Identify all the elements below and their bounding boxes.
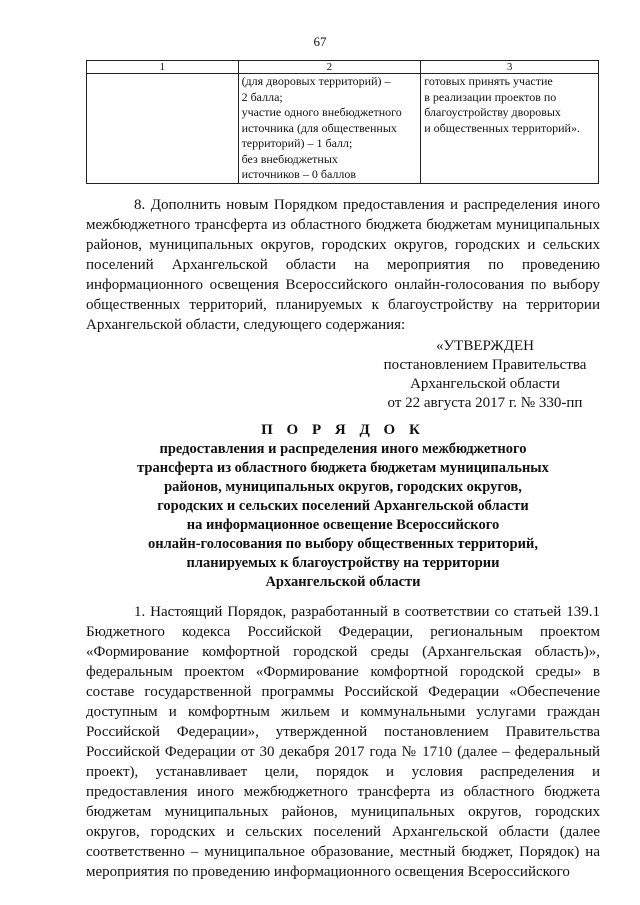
cell-line: благоустройству дворовых [424,105,561,119]
title-line: планируемых к благоустройству на территории [186,555,500,571]
table-row [87,74,599,184]
cell-line: участие одного внебюджетного [241,105,402,119]
table-header-cell: 1 [87,61,239,74]
cell-line: без внебюджетных [241,151,338,166]
document-title [86,420,600,592]
paragraph-8: 8. Дополнить новым Порядком предоставления и распределения иного межбюджетного трансферта из областного бюджета бюджетам муниципальных районов, муниципальных округов, городских округов, городских и сельских поселений Архангельской области на мероприятия по проведению информационного освещения Всероссийского онлайн-голосования по выбору общественных территорий, планируемых к благоустройству на территории Архангельской области, следующего содержания: [86,197,600,333]
approval-line: «УТВЕРЖДЕН [436,338,534,354]
table-header-cell: 3 [421,61,599,74]
table-cell-col1 [87,74,239,184]
table-header-row [87,61,599,74]
title-main: П О Р Я Д О К [261,422,425,438]
table-cell-col2 [238,74,421,184]
title-line: предоставления и распределения иного межбюджетного [159,441,527,457]
cell-line: (для дворовых территорий) – [241,74,391,88]
paragraph-8-block [86,195,600,335]
cell-line: 2 балла; [241,89,283,104]
title-subtitle [86,440,600,592]
cell-line: источников – 0 баллов [241,167,357,181]
page-number: 67 [313,34,327,49]
paragraph-1-block [86,602,600,882]
title-line: Архангельской области [265,574,421,590]
continuation-table [86,60,599,184]
cell-line: в реализации проектов по [424,89,557,104]
title-line: трансферта из областного бюджета бюджетам муниципальных [137,460,549,476]
cell-line: и общественных территорий». [424,120,580,135]
table-cell-col3 [421,74,599,184]
approval-stamp [370,337,600,413]
paragraph-1: 1. Настоящий Порядок, разработанный в соответствии со статьей 139.1 Бюджетного кодекса Российской Федерации, региональным проектом «Формирование комфортной городской среды (Архангельская область)», федеральным проектом «Формирование комфортной городской среды» в составе государственной программы Российской Федерации «Обеспечение доступным и комфортным жильем и коммунальными услугами граждан Российской Федерации», утвержденной постановлением Правительства Российской Федерации от 30 декабря 2017 года № 1710 (далее – федеральный проект), устанавливает цели, порядок и условия распределения и предоставления иного межбюджетного трансферта из областного бюджета бюджетам муниципальных районов, муниципальных округов, городских округов, городских и сельских поселений Архангельской области (далее соответственно – муниципальное образование, местный бюджет, Порядок) на мероприятия по проведению информационного освещения Всероссийского [86,604,600,880]
title-line: районов, муниципальных округов, городских округов, [164,479,522,495]
title-line: онлайн-голосования по выбору общественных территорий, [148,536,538,552]
approval-line: Архангельской области [410,376,560,392]
table-header-cell: 2 [238,61,421,74]
approval-line: постановлением Правительства [383,357,587,373]
approval-line: от 22 августа 2017 г. № 330-пп [387,395,583,411]
cell-line: источника (для общественных [241,120,397,135]
cell-line: территорий) – 1 балл; [241,136,353,150]
cell-line: готовых принять участие [424,74,553,88]
title-line: на информационное освещение Всероссийского [186,517,500,533]
title-line: городских и сельских поселений Архангельской области [157,498,529,514]
